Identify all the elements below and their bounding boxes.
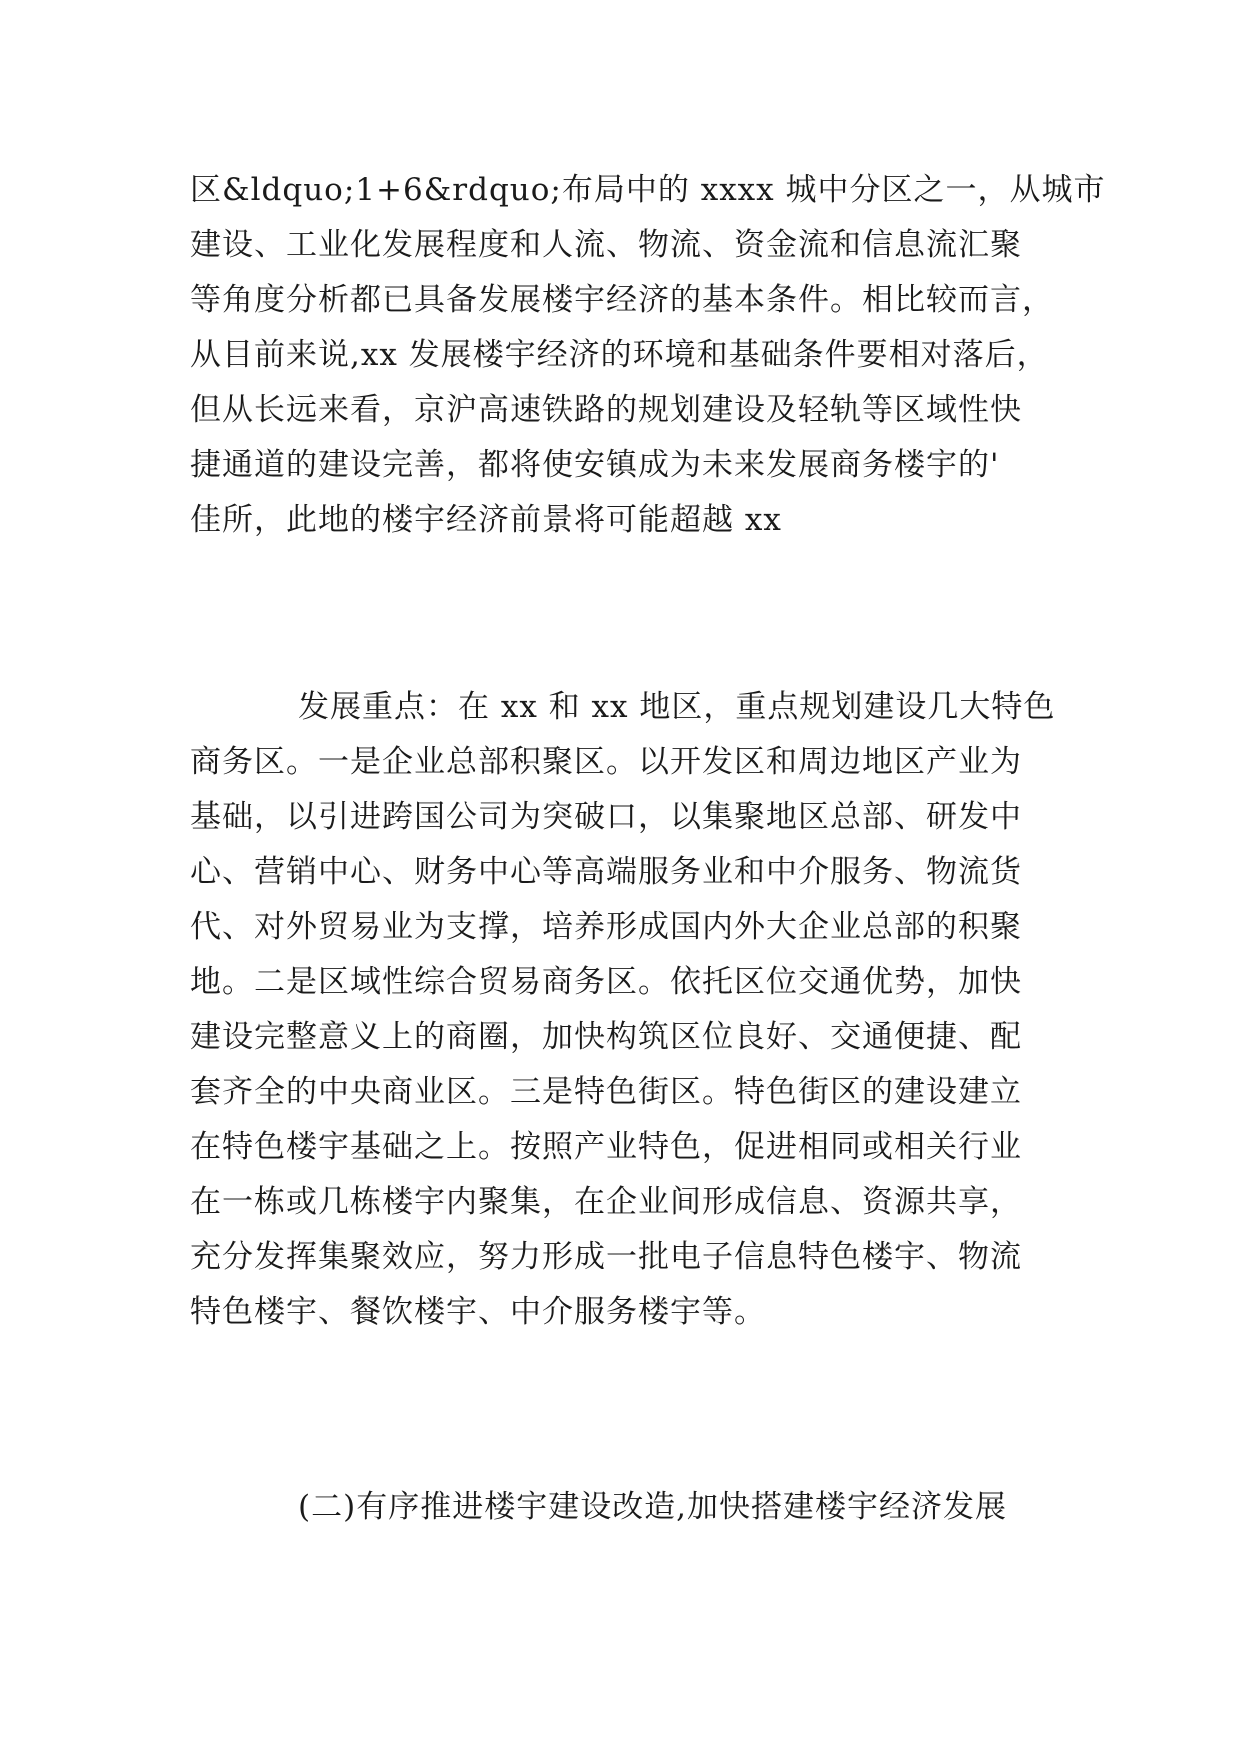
text-line: 心、营销中心、财务中心等高端服务业和中介服务、物流货 [190, 854, 1022, 890]
text-line: 但从长远来看，京沪高速铁路的规划建设及轻轨等区域性快 [190, 392, 1022, 428]
text-line: 区&ldquo;1+6&rdquo;布局中的 xxxx 城中分区之一，从城市 [190, 172, 1106, 208]
text-line: 代、对外贸易业为支撑，培养形成国内外大企业总部的积聚 [190, 909, 1022, 945]
text-line: 发展重点：在 xx 和 xx 地区，重点规划建设几大特色 [298, 689, 1056, 725]
text-line: 在特色楼宇基础之上。按照产业特色，促进相同或相关行业 [190, 1129, 1022, 1165]
text-line: 等角度分析都已具备发展楼宇经济的基本条件。相比较而言， [190, 282, 1054, 318]
heading-text: (二)有序推进楼宇建设改造,加快搭建楼宇经济发展 [298, 1489, 1008, 1525]
text-line: 套齐全的中央商业区。三是特色街区。特色街区的建设建立 [190, 1074, 1022, 1110]
text-line: 基础，以引进跨国公司为突破口，以集聚地区总部、研发中 [190, 799, 1022, 835]
section-heading [190, 1480, 1090, 1535]
text-line: 特色楼宇、餐饮楼宇、中介服务楼宇等。 [190, 1294, 766, 1330]
text-line: 捷通道的建设完善，都将使安镇成为未来发展商务楼宇的' [190, 447, 1000, 483]
text-line: 佳所，此地的楼宇经济前景将可能超越 xx [190, 502, 782, 538]
paragraph-2 [190, 680, 1090, 1340]
text-line: 在一栋或几栋楼宇内聚集，在企业间形成信息、资源共享， [190, 1184, 1022, 1220]
text-line: 从目前来说,xx 发展楼宇经济的环境和基础条件要相对落后， [190, 337, 1049, 373]
text-line: 充分发挥集聚效应，努力形成一批电子信息特色楼宇、物流 [190, 1239, 1022, 1275]
text-line: 地。二是区域性综合贸易商务区。依托区位交通优势，加快 [190, 964, 1022, 1000]
text-line: 建设、工业化发展程度和人流、物流、资金流和信息流汇聚 [190, 227, 1022, 263]
text-line: 建设完整意义上的商圈，加快构筑区位良好、交通便捷、配 [190, 1019, 1022, 1055]
paragraph-1 [190, 163, 1106, 548]
text-line: 商务区。一是企业总部积聚区。以开发区和周边地区产业为 [190, 744, 1022, 780]
